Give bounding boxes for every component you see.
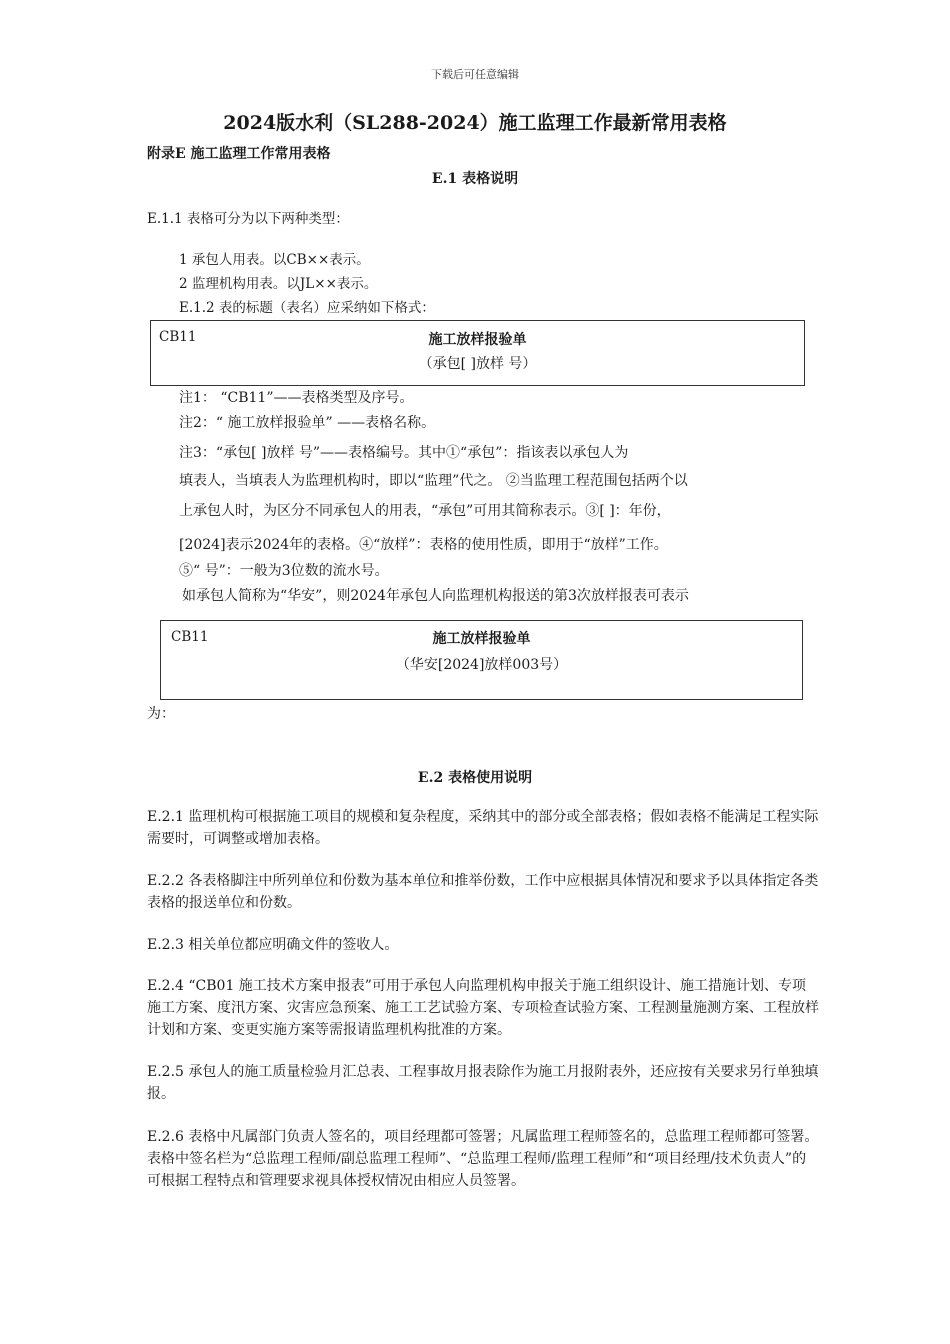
section-e2-heading: E.2 表格使用说明 xyxy=(417,770,533,786)
e11-heading: E.1.1 表格可分为以下两种类型： xyxy=(147,211,349,227)
example-line-end: 为： xyxy=(147,706,175,722)
document-title: 2024版水利（SL288-2024）施工监理工作最新常用表格 xyxy=(223,112,727,134)
type-item-1: 1 承包人用表。以CB××表示。 xyxy=(179,252,370,268)
box-form-title: 施工放样报验单 xyxy=(428,332,527,348)
note-1: 注1： “CB11”——表格类型及序号。 xyxy=(179,390,414,406)
paragraph-e26: E.2.6 表格中凡属部门负责人签名的，项目经理都可签署；凡属监理工程师签名的，总监理工程师都可签署。表格中签名栏为“总监理工程师/副总监理工程师”、“总监理工程师/监理工程师”和“项目经理/技术负责人”的可根据工程特点和管理要求视具体授权情况由相应人员签署。 xyxy=(147,1129,819,1189)
paragraph-e24: E.2.4 “CB01 施工技术方案申报表”可用于承包人向监理机构申报关于施工组织设计、施工措施计划、专项施工方案、度汛方案、灾害应急预案、施工工艺试验方案、专项检查试验方案、工程测量施测方案、工程放样计划和方案、变更实施方案等需报请监理机构批准的方案。 xyxy=(147,978,819,1038)
note-2: 注2：“ 施工放样报验单” ——表格名称。 xyxy=(179,415,436,431)
note-3-line-4: [2024]表示2024年的表格。④“放样”：表格的使用性质，即用于“放样”工作。 xyxy=(179,537,668,553)
paragraph-e21: E.2.1 监理机构可根据施工项目的规模和复杂程度，采纳其中的部分或全部表格；假如表格不能满足工程实际需要时，可调整或增加表格。 xyxy=(147,809,819,847)
appendix-heading: 附录E 施工监理工作常用表格 xyxy=(147,146,331,162)
paragraph-e25: E.2.5 承包人的施工质量检验月汇总表、工程事故月报表除作为施工月报附表外，还应按有关要求另行单独填报。 xyxy=(147,1064,819,1102)
note-3-line-3: 上承包人时，为区分不同承包人的用表，“承包”可用其简称表示。③[ ]：年份， xyxy=(179,503,671,519)
format-example-box xyxy=(150,320,805,386)
paragraph-e22: E.2.2 各表格脚注中所列单位和份数为基本单位和推举份数，工作中应根据具体情况和要求予以具体指定各类表格的报送单位和份数。 xyxy=(147,873,819,911)
type-item-2: 2 监理机构用表。以JL××表示。 xyxy=(179,276,378,292)
note-3-line-1: 注3：“承包[ ]放样 号”——表格编号。其中①“承包”：指该表以承包人为 xyxy=(179,445,629,461)
box-form-code: CB11 xyxy=(171,629,209,645)
note-3-line-5: ⑤“ 号”：一般为3位数的流水号。 xyxy=(179,563,389,579)
example-line: 如承包人简称为“华安”，则2024年承包人向监理机构报送的第3次放样报表可表示 xyxy=(182,588,689,604)
filled-example-box xyxy=(160,620,803,700)
note-3-line-2: 填表人，当填表人为监理机构时，即以“监理”代之。 ②当监理工程范围包括两个以 xyxy=(179,473,688,489)
page-header: 下载后可任意编辑 xyxy=(431,68,519,81)
box-form-number: （华安[2024]放样003号） xyxy=(395,657,568,673)
e12-heading: E.1.2 表的标题（表名）应采纳如下格式： xyxy=(179,300,435,316)
box-form-code: CB11 xyxy=(159,329,197,345)
section-e1-heading: E.1 表格说明 xyxy=(431,171,519,187)
paragraph-e23: E.2.3 相关单位都应明确文件的签收人。 xyxy=(147,937,399,953)
box-form-number: （承包[ ]放样 号） xyxy=(418,356,537,372)
box-form-title: 施工放样报验单 xyxy=(432,631,531,647)
